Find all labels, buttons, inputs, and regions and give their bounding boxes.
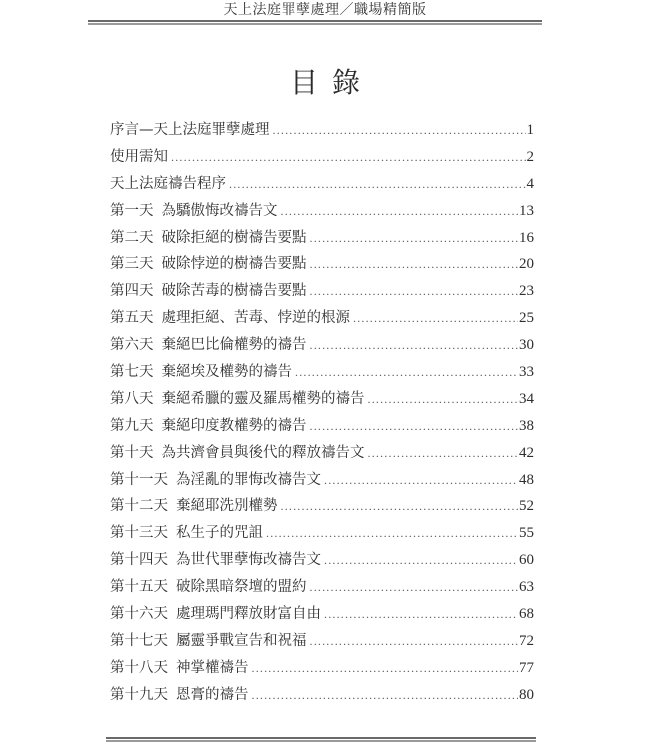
toc-page-number: 63 [519, 579, 534, 596]
toc-page-number: 30 [519, 337, 534, 354]
dot-leader [273, 117, 526, 144]
dot-leader [281, 493, 519, 520]
toc-entry-title: 為淫亂的罪悔改禱告文 [176, 471, 321, 488]
toc-entry-day-9[interactable] [110, 413, 534, 440]
toc-entry-title: 神掌權禱告 [176, 659, 249, 676]
toc-entry-title: 天上法庭禱告程序 [110, 175, 226, 192]
toc-entry-day: 第十四天 [110, 552, 168, 569]
toc-entry-title: 破除拒絕的樹禱告要點 [161, 229, 307, 246]
toc-entry-day-4[interactable] [110, 278, 534, 305]
toc-entry-label [110, 547, 321, 574]
toc-entry-preface[interactable] [110, 117, 534, 144]
toc-entry-title: 為世代罪孽悔改禱告文 [176, 552, 321, 569]
toc-page-number: 55 [519, 525, 534, 542]
toc-entry-label [110, 144, 168, 171]
toc-page-number: 2 [526, 148, 534, 165]
toc-entry-day: 第十三天 [110, 525, 168, 542]
toc-page-number: 60 [519, 552, 534, 569]
toc-entry-title: 為共濟會員與後代的釋放禱告文 [161, 444, 365, 461]
toc-entry-day-10[interactable] [110, 440, 534, 467]
toc-entry-label [110, 493, 278, 520]
toc-entry-label [110, 628, 307, 655]
toc-page-number: 68 [519, 606, 534, 623]
toc-entry-day: 第一天 [110, 202, 154, 219]
toc-entry-label [110, 655, 249, 682]
toc-page-number: 25 [519, 310, 534, 327]
dot-leader [310, 278, 519, 305]
toc-entry-label [110, 305, 350, 332]
toc-entry-title: 為驕傲悔改禱告文 [161, 202, 278, 219]
toc-entry-label [110, 601, 321, 628]
toc-entry-day: 第十天 [110, 444, 154, 461]
dot-leader [310, 251, 519, 278]
toc-entry-title: 棄絕巴比倫權勢的禱告 [161, 337, 307, 354]
dot-leader [353, 305, 518, 332]
toc-entry-title: 處理瑪門釋放財富自由 [176, 606, 321, 623]
toc-entry-day: 第十二天 [110, 498, 168, 515]
footer-divider [106, 737, 536, 739]
dot-leader [281, 198, 519, 225]
toc-entry-title: 破除苦毒的樹禱告要點 [161, 283, 307, 300]
toc-entry-day: 第六天 [110, 337, 154, 354]
toc-entry-title: 棄絕印度教權勢的禱告 [161, 417, 307, 434]
toc-entry-label [110, 467, 321, 494]
toc-entry-title: 棄絕埃及權勢的禱告 [161, 364, 292, 381]
toc-entry-label [110, 440, 365, 467]
dot-leader [310, 413, 519, 440]
toc-entry-day-19[interactable] [110, 682, 534, 709]
toc-entry-title: 破除悖逆的樹禱告要點 [161, 256, 307, 273]
toc-entry-label [110, 198, 278, 225]
toc-entry-day-8[interactable] [110, 386, 534, 413]
toc-entry-day-18[interactable] [110, 655, 534, 682]
toc-entry-day-12[interactable] [110, 493, 534, 520]
toc-entry-day: 第十六天 [110, 606, 168, 623]
dot-leader [324, 547, 518, 574]
toc-entry-day-3[interactable] [110, 251, 534, 278]
toc-entry-label [110, 278, 307, 305]
toc-entry-day-11[interactable] [110, 467, 534, 494]
toc-entry-day-16[interactable] [110, 601, 534, 628]
toc-page-number: 13 [519, 202, 534, 219]
toc-entry-label [110, 386, 365, 413]
toc-page-number: 20 [519, 256, 534, 273]
toc-entry-label [110, 225, 307, 252]
toc-entry-title: 屬靈爭戰宣告和祝福 [176, 632, 307, 649]
toc-page-number: 4 [526, 175, 534, 192]
dot-leader [266, 520, 518, 547]
toc-entry-title: 序言—天上法庭罪孽處理 [110, 122, 270, 138]
dot-leader [310, 332, 519, 359]
toc-entry-title: 棄絕耶洗別權勢 [176, 498, 278, 515]
toc-entry-label [110, 413, 307, 440]
toc-entry-day-7[interactable] [110, 359, 534, 386]
toc-entry-day: 第九天 [110, 417, 154, 434]
dot-leader [310, 628, 519, 655]
toc-entry-title: 恩膏的禱告 [176, 686, 249, 703]
toc-entry-day-13[interactable] [110, 520, 534, 547]
toc-entry-prayer-procedure[interactable] [110, 171, 534, 198]
dot-leader [171, 144, 526, 171]
toc-entry-label [110, 520, 263, 547]
toc-entry-day: 第十八天 [110, 659, 168, 676]
toc-page-number: 52 [519, 498, 534, 515]
toc-page-number: 38 [519, 417, 534, 434]
toc-title: 目錄 [289, 66, 374, 99]
toc-page-number: 80 [519, 686, 534, 703]
toc-entry-title: 私生子的咒詛 [176, 525, 263, 542]
toc-entry-day-15[interactable] [110, 574, 534, 601]
toc-entry-day: 第二天 [110, 229, 154, 246]
toc-entry-day-6[interactable] [110, 332, 534, 359]
toc-entry-label [110, 574, 307, 601]
dot-leader [310, 225, 519, 252]
toc-entry-day: 第四天 [110, 283, 154, 300]
toc-entry-day-5[interactable] [110, 305, 534, 332]
toc-entry-day: 第十五天 [110, 579, 168, 596]
toc-entry-label [110, 682, 249, 709]
toc-entry-day-1[interactable] [110, 198, 534, 225]
toc-entry-title: 使用需知 [110, 148, 168, 165]
toc-entry-day: 第七天 [110, 364, 154, 381]
dot-leader [295, 359, 518, 386]
dot-leader [310, 574, 519, 601]
toc-entry-day: 第八天 [110, 390, 154, 407]
toc-page-number: 23 [519, 283, 534, 300]
toc-entry-label [110, 251, 307, 278]
toc-entry-day: 第十九天 [110, 686, 168, 703]
header-divider [88, 20, 542, 22]
dot-leader [252, 682, 519, 709]
toc-page-number: 77 [519, 659, 534, 676]
toc-page-number: 72 [519, 632, 534, 649]
toc-entry-day: 第三天 [110, 256, 154, 273]
toc-entry-usage-notes[interactable] [110, 144, 534, 171]
toc-page-number: 48 [519, 471, 534, 488]
toc-entry-day-17[interactable] [110, 628, 534, 655]
toc-entry-day-14[interactable] [110, 547, 534, 574]
toc-entry-label [110, 171, 226, 198]
toc-entry-label [110, 359, 292, 386]
dot-leader [368, 440, 519, 467]
table-of-contents [110, 117, 534, 709]
toc-entry-label [110, 332, 307, 359]
toc-entry-day: 第五天 [110, 310, 154, 327]
toc-entry-day: 第十七天 [110, 632, 168, 649]
dot-leader [229, 171, 526, 198]
toc-page-number: 33 [519, 364, 534, 381]
toc-entry-day: 第十一天 [110, 471, 168, 488]
dot-leader [368, 386, 519, 413]
toc-page-number: 42 [519, 444, 534, 461]
toc-page-number: 1 [526, 122, 534, 138]
toc-entry-title: 處理拒絕、苦毒、悖逆的根源 [161, 310, 350, 327]
toc-entry-label [110, 117, 270, 144]
toc-entry-title: 棄絕希臘的靈及羅馬權勢的禱告 [161, 390, 365, 407]
toc-page-number: 16 [519, 229, 534, 246]
running-header: 天上法庭罪孽處理／職場精簡版 [223, 2, 427, 18]
toc-entry-title: 破除黑暗祭壇的盟約 [176, 579, 307, 596]
dot-leader [252, 655, 519, 682]
toc-entry-day-2[interactable] [110, 225, 534, 252]
dot-leader [324, 601, 518, 628]
toc-page-number: 34 [519, 390, 534, 407]
dot-leader [324, 467, 518, 494]
